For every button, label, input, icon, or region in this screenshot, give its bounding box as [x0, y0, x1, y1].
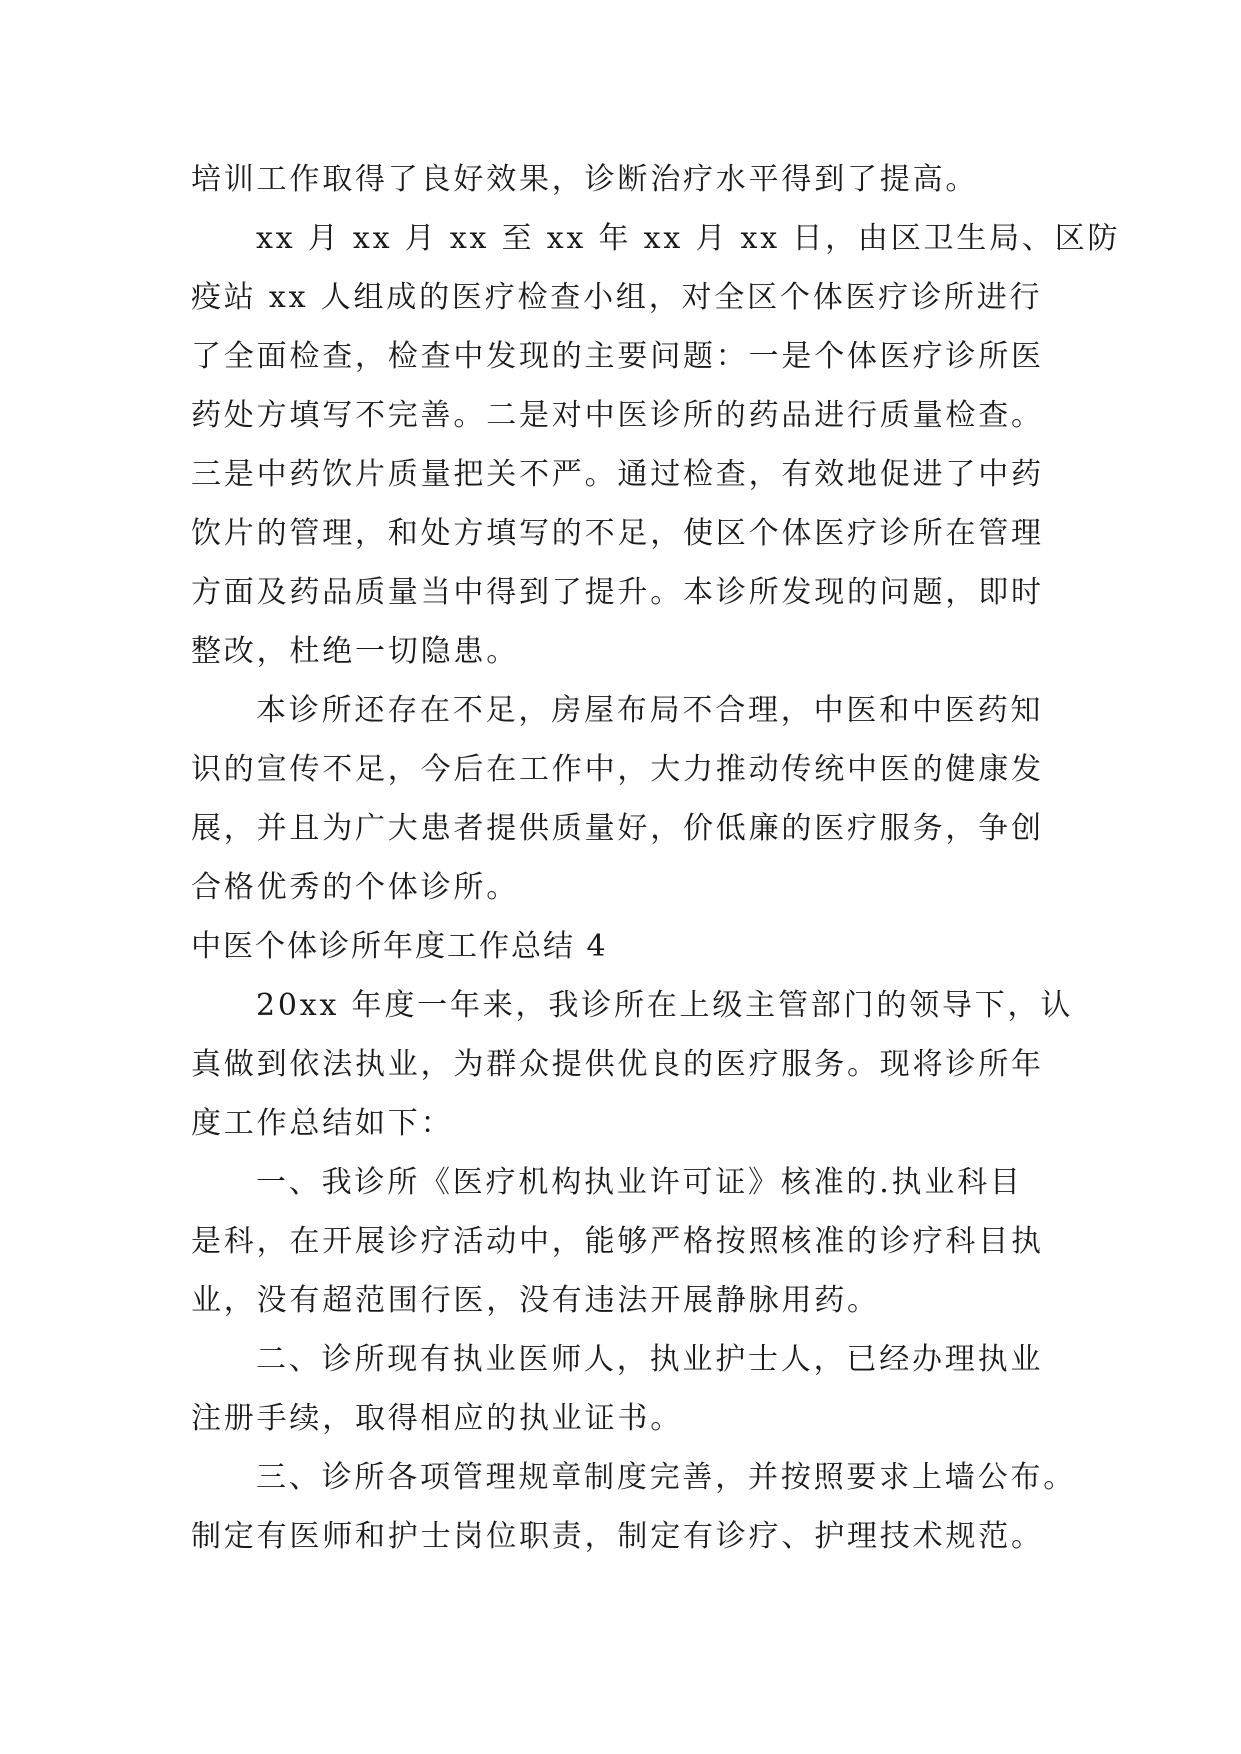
- paragraph-line: 合格优秀的个体诊所。: [191, 870, 519, 905]
- paragraph-line: 二、诊所现有执业医师人，执业护士人，已经办理执业: [256, 1342, 1044, 1377]
- paragraph-line: 三、诊所各项管理规章制度完善，并按照要求上墙公布。: [256, 1460, 1076, 1495]
- paragraph-line: 本诊所还存在不足，房屋布局不合理，中医和中医药知: [256, 693, 1044, 728]
- paragraph-line: 注册手续，取得相应的执业证书。: [191, 1401, 683, 1436]
- paragraph-line: 业，没有超范围行医，没有违法开展静脉用药。: [191, 1283, 880, 1318]
- section-heading: 中医个体诊所年度工作总结 4: [191, 929, 608, 964]
- paragraph-line: 真做到依法执业，为群众提供优良的医疗服务。现将诊所年: [191, 1047, 1044, 1082]
- paragraph-line: 了全面检查，检查中发现的主要问题：一是个体医疗诊所医: [191, 339, 1044, 374]
- paragraph-line: 方面及药品质量当中得到了提升。本诊所发现的问题，即时: [191, 575, 1044, 610]
- document-page: [191, 150, 1121, 1566]
- paragraph-line: 饮片的管理，和处方填写的不足，使区个体医疗诊所在管理: [191, 516, 1044, 551]
- paragraph-line: 制定有医师和护士岗位职责，制定有诊疗、护理技术规范。: [191, 1519, 1044, 1554]
- paragraph-line: 整改，杜绝一切隐患。: [191, 634, 519, 669]
- paragraph-line: 药处方填写不完善。二是对中医诊所的药品进行质量检查。: [191, 398, 1044, 433]
- paragraph-line: xx 月 xx 月 xx 至 xx 年 xx 月 xx 日，由区卫生局、区防: [256, 221, 1121, 256]
- paragraph-line: 疫站 xx 人组成的医疗检查小组，对全区个体医疗诊所进行: [191, 280, 1043, 315]
- paragraph-line: 培训工作取得了良好效果，诊断治疗水平得到了提高。: [191, 162, 979, 197]
- paragraph-line: 展，并且为广大患者提供质量好，价低廉的医疗服务，争创: [191, 811, 1044, 846]
- paragraph-line: 度工作总结如下：: [191, 1106, 454, 1141]
- paragraph-line: 是科，在开展诊疗活动中，能够严格按照核准的诊疗科目执: [191, 1224, 1044, 1259]
- paragraph-line: 一、我诊所《医疗机构执业许可证》核准的.执业科目: [256, 1165, 1023, 1200]
- paragraph-line: 三是中药饮片质量把关不严。通过检查，有效地促进了中药: [191, 457, 1044, 492]
- paragraph-line: 20xx 年度一年来，我诊所在上级主管部门的领导下，认: [256, 988, 1074, 1023]
- paragraph-line: 识的宣传不足，今后在工作中，大力推动传统中医的健康发: [191, 752, 1044, 787]
